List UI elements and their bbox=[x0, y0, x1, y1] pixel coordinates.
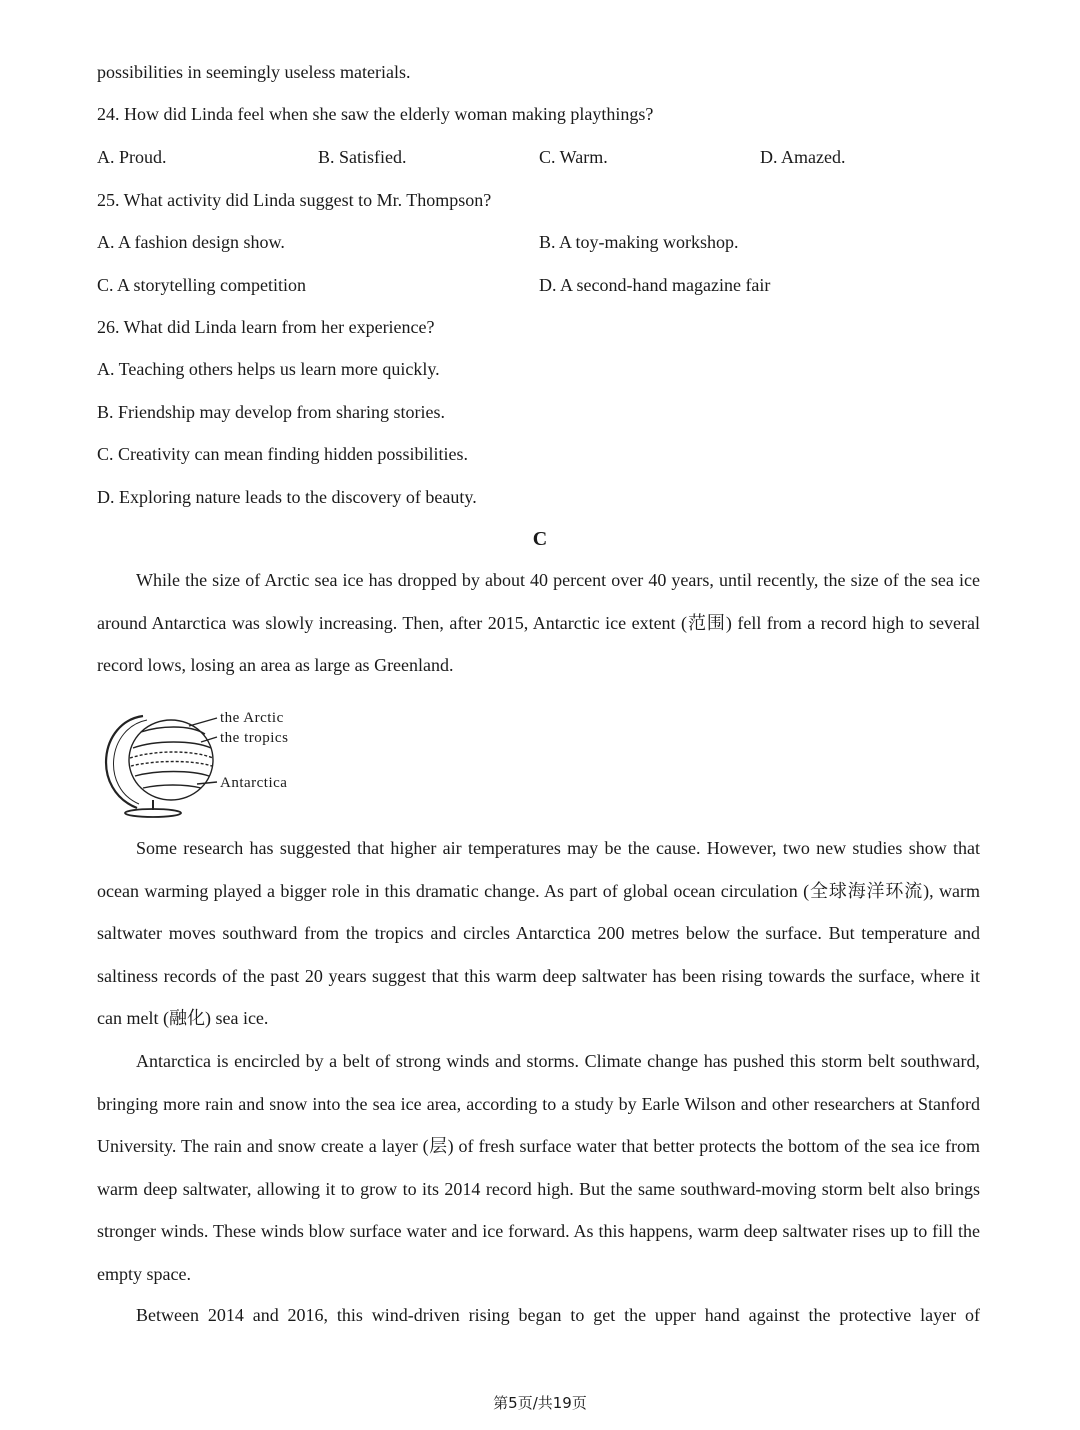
label-tropics: the tropics bbox=[220, 730, 289, 746]
label-arctic: the Arctic bbox=[220, 710, 284, 726]
q25-option-b: B. A toy-making workshop. bbox=[539, 232, 739, 252]
q26-option-b: B. Friendship may develop from sharing stories. bbox=[97, 402, 445, 422]
paragraph-4: Between 2014 and 2016, this wind-driven rising began to get the upper hand against the protective layer of bbox=[136, 1305, 980, 1325]
q24-option-c: C. Warm. bbox=[539, 147, 608, 167]
paragraph-2: Some research has suggested that higher air temperatures may be the cause. However, two new studies show that ocean warming played a bigger role in this dramatic change. As part of global ocean circulation (全球海洋环流), warm saltwater moves southward from the tropics and circles Antarctica 200 metres below the surface. But temperature and saltiness records of the past 20 years suggest that this warm deep saltwater has been rising towards the surface, where it can melt (融化) sea ice. bbox=[97, 838, 980, 1028]
q24-option-b: B. Satisfied. bbox=[318, 147, 407, 167]
q25-option-d: D. A second-hand magazine fair bbox=[539, 275, 771, 295]
question-26-stem: 26. What did Linda learn from her experience? bbox=[97, 317, 435, 337]
paragraph-3: Antarctica is encircled by a belt of strong winds and storms. Climate change has pushed this storm belt southward, bringing more rain and snow into the sea ice area, according to a study by Earle Wilson and other researchers at Stanford University. The rain and snow create a layer (层) of fresh surface water that better protects the bottom of the sea ice from warm deep saltwater, allowing it to grow to its 2014 record high. But the same southward-moving storm belt also brings stronger winds. These winds blow surface water and ice forward. As this happens, warm deep saltwater rises up to fill the empty space. bbox=[97, 1051, 980, 1284]
q24-option-d: D. Amazed. bbox=[760, 147, 846, 167]
paragraph-1: While the size of Arctic sea ice has dropped by about 40 percent over 40 years, until recently, the size of the sea ice around Antarctica was slowly increasing. Then, after 2015, Antarctic ice extent (范围) fell from a record high to several record lows, losing an area as large as Greenland. bbox=[97, 570, 980, 675]
q24-option-a: A. Proud. bbox=[97, 147, 167, 167]
q26-option-a: A. Teaching others helps us learn more quickly. bbox=[97, 359, 440, 379]
globe-figure bbox=[97, 704, 337, 820]
section-title: C bbox=[532, 528, 548, 550]
label-antarctica: Antarctica bbox=[220, 775, 288, 791]
q26-option-c: C. Creativity can mean finding hidden possibilities. bbox=[97, 444, 468, 464]
question-25-stem: 25. What activity did Linda suggest to Mr. Thompson? bbox=[97, 190, 492, 210]
q25-option-c: C. A storytelling competition bbox=[97, 275, 306, 295]
page-number: 第5页/共19页 bbox=[493, 1394, 587, 1412]
q26-option-d: D. Exploring nature leads to the discovery of beauty. bbox=[97, 487, 477, 507]
q25-option-a: A. A fashion design show. bbox=[97, 232, 285, 252]
paragraph-fragment: possibilities in seemingly useless materials. bbox=[97, 62, 411, 82]
question-24-stem: 24. How did Linda feel when she saw the elderly woman making playthings? bbox=[97, 104, 654, 124]
globe-icon bbox=[97, 704, 337, 820]
